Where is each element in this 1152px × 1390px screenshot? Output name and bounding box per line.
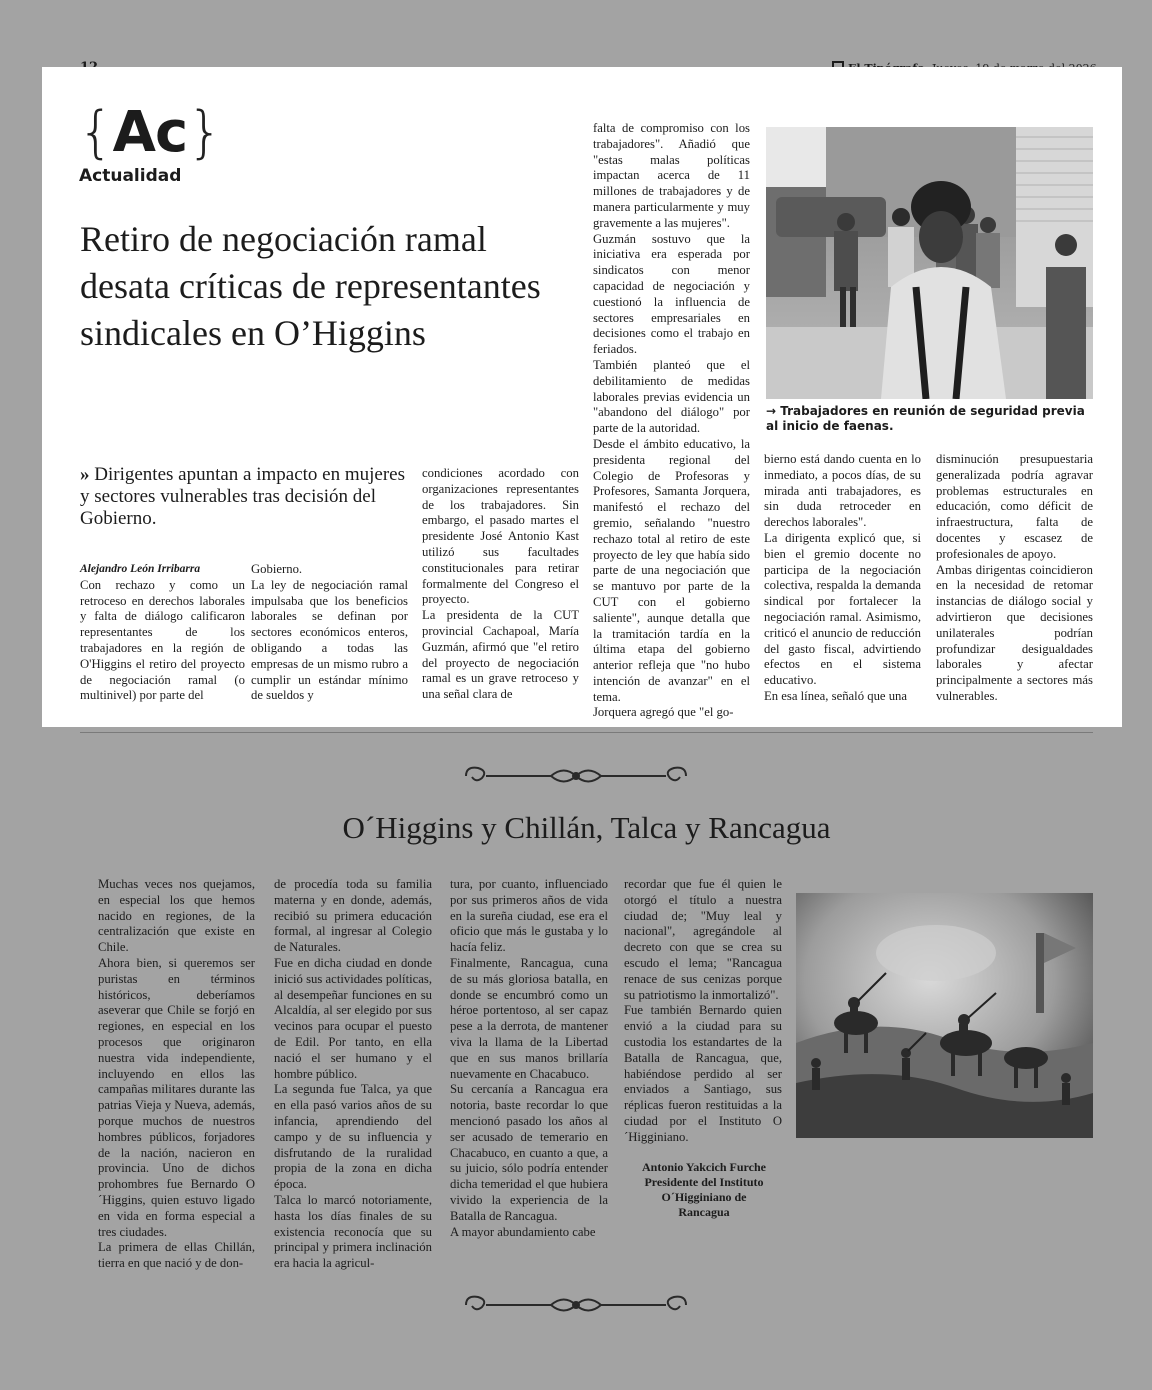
article2-column-1 [98, 877, 255, 1272]
paragraph: Desde el ámbito educativo, la presidenta regional del Colegio de Profesoras y Profesores, Samanta Jorquera, manifestó el rechazo del gremio, señalando "nuestro rechazo total al retiro de este proyecto de ley que había sido parte de una negociación que se mantuvo por parte de la CUT con el gobierno saliente", aunque detalla que la tramitación tardía en la última etapa del gobierno anterior refleja que "no hubo intención de avanzar" en el tema. [593, 436, 750, 704]
column-text [764, 452, 921, 705]
paragraph: Muchas veces nos quejamos, en especial los que hemos nacido en regiones, de la centralización que existe en Chile. [98, 877, 255, 955]
paragraph: Su cercanía a Rancagua era notoria, baste recordar lo que mencionó pasado los años al ser acusado de temerario en Chacabuco, en cuanto a que, a su juicio, sólo podría entender dicha temeridad el que hubiera vivido la experiencia de la Batalla de Rancagua. [450, 1082, 608, 1223]
paragraph: Gobierno. [251, 562, 303, 576]
column-text [422, 466, 579, 703]
article2-signature [624, 1160, 784, 1220]
paragraph: bierno está dando cuenta en lo inmediato, a pocos días, de su mirada anti trabajadores, es sin duda retroceder en derechos laborales". [764, 452, 921, 530]
article1-column-2 [251, 562, 408, 704]
paragraph: En esa línea, señaló que una [764, 688, 908, 703]
paragraph: de procedía toda su familia materna y en donde, además, recibió su primera educación formal, al ingresar al Colegio de Naturales. [274, 877, 432, 955]
section-name: Actualidad [79, 166, 182, 186]
paragraph: La dirigenta explicó que, si bien el gremio docente no participa de la negociación colectiva, respalda la demanda sindical por fortalecer la negociación ramal. Asimismo, criticó el anuncio de reducción del gasto fiscal, advirtiendo efectos en el sistema educativo. [764, 530, 921, 688]
paragraph: Con rechazo y como un retroceso en derechos laborales y falta de diálogo calificaron representantes de los trabajadores en la región de O'Higgins el retiro del proyecto de negociación ramal (o multinivel) por parte del [80, 577, 245, 703]
paragraph: Fue también Bernardo quien envió a la ciudad para su custodia los estandartes de la Batalla de Rancagua, que, habiéndose perdido al ser enviados a Santiago, sus réplicas fueron restituidas a la ciudad por el Instituto O´Higginiano. [624, 1003, 782, 1144]
section-divider [80, 732, 1093, 733]
article1-column-4 [593, 121, 750, 721]
brace-close: } [187, 100, 222, 165]
paragraph: Fue en dicha ciudad en donde inició sus actividades políticas, al desempeñar funciones en su Alcaldía, al ser elegido por sus vecinos para ocupar el puesto de Edil. Por tanto, en ella nació el ser humano y el hombre público. [274, 955, 432, 1081]
column-text [593, 121, 750, 721]
paragraph: La ley de negociación ramal impulsaba que los beneficios laborales se definan por sectores económicos enteros, obligando a todas las empresas de un mismo rubro a cumplir un estándar mínimo de sueldos y [251, 577, 408, 703]
ornament-divider-icon [456, 1292, 696, 1318]
byline: Alejandro León Irribarra [80, 563, 201, 575]
article1-column-5 [764, 452, 921, 705]
paragraph: Talca lo marcó notoriamente, hasta los días finales de su existencia reconocía que su principal y primera inclinación era hacia la agricul- [274, 1192, 432, 1271]
paragraph: La segunda fue Talca, ya que en ella pasó varios años de su infancia, aprendiendo del campo y de su influencia y disfrutando de la ruralidad propia de la zona en dicha época. [274, 1082, 432, 1192]
article2-column-2 [274, 877, 432, 1272]
paragraph: La presidenta de la CUT provincial Cachapoal, María Guzmán, afirmó que "el retiro del proyecto de negociación ramal es un grave retroceso y una señal clara de [422, 608, 579, 702]
article2-column-4 [624, 877, 782, 1146]
workers-photo [766, 127, 1093, 399]
signature-title: O´Higginiano de [661, 1190, 747, 1204]
paragraph: Ambas dirigentas coincidieron en la necesidad de retomar instancias de diálogo social y advirtieron que decisiones unilaterales podrían profundizar desigualdades laborales y afectar principalmente a sectores más vulnerables. [936, 562, 1093, 703]
article1-column-1 [80, 562, 245, 704]
paragraph: Ahora bien, si queremos ser puristas en términos históricos, deberíamos aseverar que Chile se forjó en regiones, en especial en los procesos que originaron nuestra vida independiente, incluyendo en ellos las campañas militares durante las patrias Vieja y Nueva, además, porque muchos de nuestros hombres públicos, forjadores de la nación, nacieron en provincia. Uno de dichos prohombres fue Bernardo O´Higgins, quien estuvo ligado en vida en forma especial a tres ciudades. [98, 955, 255, 1239]
paragraph: Jorquera agregó que "el go- [593, 705, 734, 720]
battle-painting [796, 893, 1093, 1138]
column-text [274, 877, 432, 1272]
section-logo [78, 100, 222, 165]
paragraph: condiciones acordado con organizaciones representantes de los trabajadores. Sin embargo, el pasado martes el presidente José Antonio Kast utilizó sus facultades constitucionales para retirar formalmente del Congreso el proyecto. [422, 466, 579, 607]
ornament-divider-icon [456, 763, 696, 789]
paragraph: recordar que fue él quien le otorgó el título a nuestra ciudad de; "Muy leal y nacional", agregándole al decreto con que se crea su escudo el lema; "Rancagua renace de sus cenizas porque su patriotismo la inmortalizó". [624, 877, 782, 1002]
column-text [936, 452, 1093, 705]
signature-name: Antonio Yakcich Furche [641, 1160, 766, 1174]
deck-text: Dirigentes apuntan a impacto en mujeres y sectores vulnerables tras decisión del Gobierno. [80, 464, 406, 529]
deck-marker: » [80, 464, 90, 485]
signature-title: Presidente del Instituto [644, 1175, 764, 1189]
paragraph: A mayor abundamiento cabe [450, 1224, 596, 1239]
photo-caption: → Trabajadores en reunión de seguridad previa al inicio de faenas. [766, 404, 1085, 433]
paragraph: La primera de ellas Chillán, tierra en que nació y de don- [98, 1240, 255, 1271]
section-abbr: Ac [112, 100, 188, 165]
column-text [251, 562, 408, 704]
brace-open: { [78, 100, 113, 165]
article1-column-6 [936, 452, 1093, 705]
column-text [98, 877, 255, 1272]
article2-title: O´Higgins y Chillán, Talca y Rancagua [342, 810, 831, 845]
article-deck [80, 464, 410, 530]
paragraph: falta de compromiso con los trabajadores". Añadió que "estas malas políticas impactan acerca de 11 millones de trabajadores y de manera particularmente y muy gravemente a las mujeres". [593, 121, 750, 230]
article1-column-3 [422, 466, 579, 703]
paragraph: Guzmán sostuvo que la iniciativa era esperada por sindicatos con menor capacidad de negociación y cuestionó la influencia de sectores empresariales en decisiones como el trabajo en feriados. [593, 231, 750, 357]
column-text [450, 877, 608, 1240]
article-headline: Retiro de negociación ramal desata críticas de representantes sindicales en O’Higgins [80, 219, 541, 353]
column-text [80, 578, 245, 704]
paragraph: disminución presupuestaria generalizada podría agravar problemas estructurales en educación, como déficit de infraestructura, falta de docentes y escasez de profesionales de apoyo. [936, 452, 1093, 561]
paragraph: tura, por cuanto, influenciado por sus primeros años de vida en la sureña ciudad, ese era el oficio que más le gustaba y lo hacía feliz. [450, 877, 608, 955]
paragraph: Finalmente, Rancagua, cuna de su más gloriosa batalla, en donde se encumbró como un héroe portentoso, al ser capaz pese a la derrota, de mantener viva la llama de la Libertad que en sus manos brillaría nuevamente en Chacabuco. [450, 955, 608, 1081]
signature-title: Rancagua [678, 1205, 730, 1219]
article2-column-3 [450, 877, 608, 1240]
paragraph: También planteó que el debilitamiento de medidas laborales previas evidencia un "abandono del diálogo" por parte de la autoridad. [593, 357, 750, 436]
column-text [624, 877, 782, 1146]
